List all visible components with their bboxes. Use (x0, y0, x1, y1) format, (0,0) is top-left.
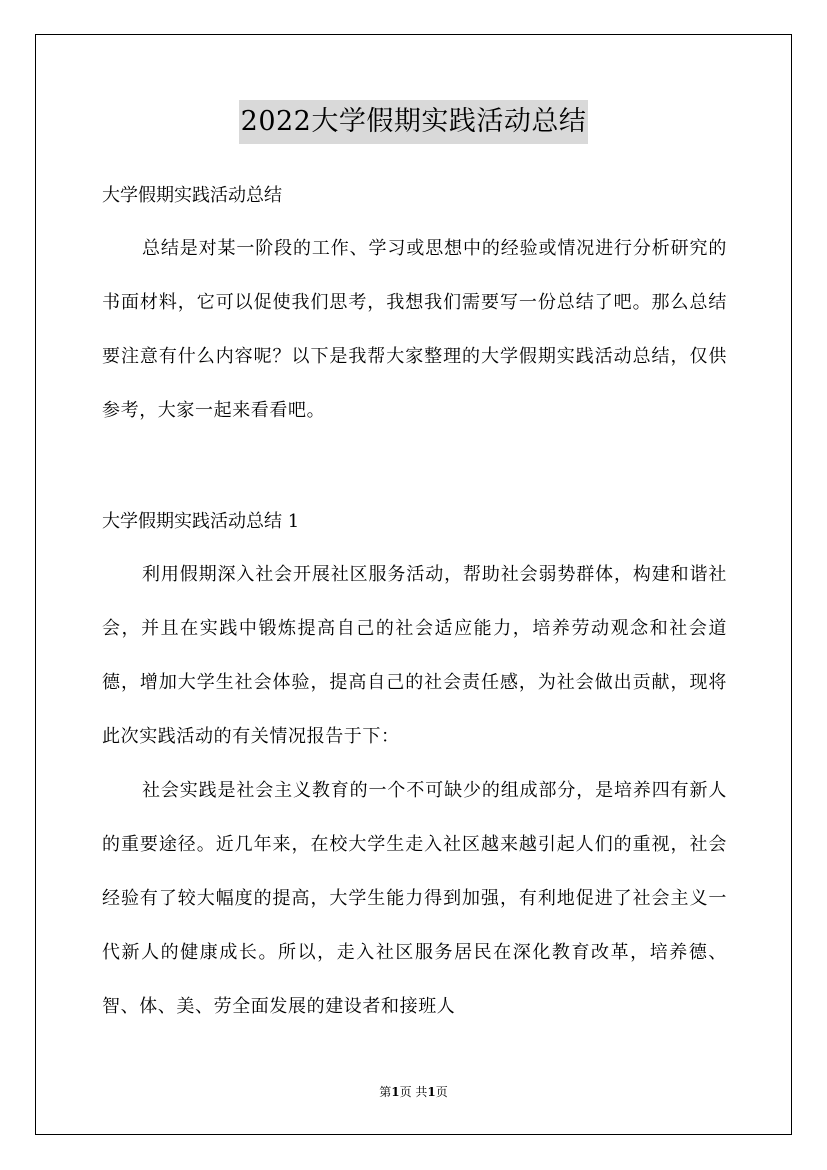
page-prefix: 第 (379, 1085, 392, 1099)
document-body (102, 170, 727, 1034)
page-current-number: 1 (391, 1085, 400, 1099)
body-paragraph-1: 利用假期深入社会开展社区服务活动，帮助社会弱势群体，构建和谐社会，并且在实践中锻炼提高自己的社会适应能力，培养劳动观念和社会道德，增加大学生社会体验，提高自己的社会责任感，为社会做出贡献，现将此次实践活动的有关情况报告于下： (102, 564, 727, 747)
body-paragraph-2: 社会实践是社会主义教育的一个不可缺少的组成部分，是培养四有新人的重要途径。近几年来，在校大学生走入社区越来越引起人们的重视，社会经验有了较大幅度的提高，大学生能力得到加强，有利地促进了社会主义一代新人的健康成长。所以，走入社区服务居民在深化教育改革，培养德、智、体、美、劳全面发展的建设者和接班人 (102, 780, 727, 1017)
section-heading: 大学假期实践活动总结 (102, 185, 282, 206)
section-heading-1: 大学假期实践活动总结 1 (102, 511, 300, 532)
page-footer (0, 1082, 827, 1102)
page-suffix: 页 (435, 1085, 448, 1099)
paragraph-spacer (102, 438, 727, 496)
page-total-number: 1 (427, 1085, 436, 1099)
document-title: 2022大学假期实践活动总结 (239, 100, 589, 144)
page-mid: 页 共 (399, 1085, 428, 1099)
title-container (0, 100, 827, 144)
intro-paragraph: 总结是对某一阶段的工作、学习或思想中的经验或情况进行分析研究的书面材料，它可以促使我们思考，我想我们需要写一份总结了吧。那么总结要注意有什么内容呢？以下是我帮大家整理的大学假期实践活动总结，仅供参考，大家一起来看看吧。 (102, 238, 727, 421)
